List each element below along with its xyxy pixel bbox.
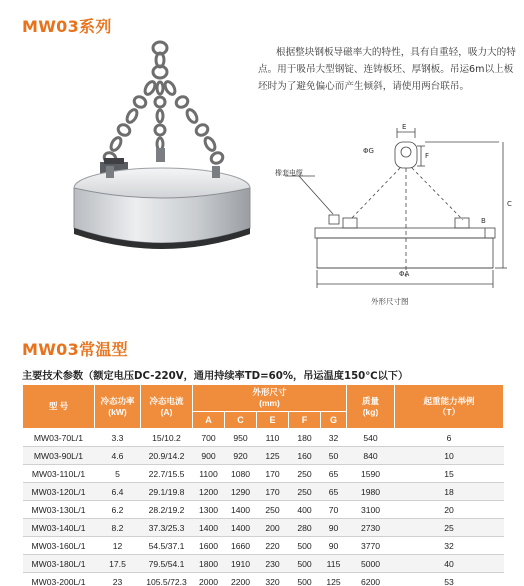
cell-power: 8.2 (95, 519, 141, 537)
table-row (23, 555, 504, 573)
cell-dim-a: 1600 (193, 537, 225, 555)
cell-dim-f: 500 (289, 537, 321, 555)
label-b: B (481, 217, 486, 225)
cell-lift: 40 (395, 555, 504, 573)
label-phi-g: ΦG (363, 147, 374, 155)
cell-current: 29.1/19.8 (141, 483, 193, 501)
spec-table-body (23, 429, 504, 586)
cell-dim-g: 125 (321, 573, 347, 586)
cell-dim-c: 2200 (225, 573, 257, 586)
col-model: 型 号 (23, 385, 95, 429)
cell-model: MW03-160L/1 (23, 537, 95, 555)
cell-dim-c: 1080 (225, 465, 257, 483)
cable-label: 橡套电缆 (275, 169, 303, 177)
cell-dim-f: 280 (289, 519, 321, 537)
series-heading: MW03系列 (22, 17, 112, 36)
cell-current: 105.5/72.3 (141, 573, 193, 586)
col-current-unit: (A) (160, 406, 173, 417)
cell-dim-f: 180 (289, 429, 321, 447)
room-temp-heading: MW03常温型 (22, 340, 128, 359)
cell-dim-a: 1400 (193, 519, 225, 537)
cell-dim-e: 220 (257, 537, 289, 555)
drawing-caption: 外形尺寸图 (371, 297, 409, 306)
col-dimensions (193, 385, 347, 412)
cell-model: MW03-70L/1 (23, 429, 95, 447)
cell-current: 79.5/54.1 (141, 555, 193, 573)
cell-dim-g: 70 (321, 501, 347, 519)
cell-power: 23 (95, 573, 141, 586)
cell-weight: 840 (347, 447, 395, 465)
col-dim-g: G (321, 412, 347, 429)
cell-dim-c: 920 (225, 447, 257, 465)
col-dimensions-label: 外形尺寸 (252, 387, 287, 397)
cell-dim-g: 65 (321, 465, 347, 483)
cell-dim-g: 65 (321, 483, 347, 501)
cell-power: 6.4 (95, 483, 141, 501)
cell-weight: 1980 (347, 483, 395, 501)
cell-current: 15/10.2 (141, 429, 193, 447)
cell-power: 5 (95, 465, 141, 483)
product-description: 根据整块钢板导磁率大的特性，具有自重轻，吸力大的特点。用于吸吊大型钢锭、连铸板坯、厚钢板。吊运6m以上板坯时为了避免偏心而产生倾斜，请使用两台联吊。 (258, 47, 516, 92)
col-weight (347, 385, 395, 429)
cell-weight: 3770 (347, 537, 395, 555)
table-row (23, 429, 504, 447)
cell-dim-e: 230 (257, 555, 289, 573)
spec-table (22, 384, 504, 586)
cell-weight: 1590 (347, 465, 395, 483)
cell-weight: 5000 (347, 555, 395, 573)
label-e: E (402, 123, 407, 131)
label-f: F (425, 152, 430, 160)
col-power-label: 冷态功率 (100, 395, 135, 406)
col-dim-f: F (289, 412, 321, 429)
cell-current: 37.3/25.3 (141, 519, 193, 537)
cell-power: 6.2 (95, 501, 141, 519)
cell-lift: 18 (395, 483, 504, 501)
cell-dim-c: 1660 (225, 537, 257, 555)
electromagnet-photo (60, 40, 265, 262)
col-dim-c: C (225, 412, 257, 429)
cell-dim-f: 250 (289, 465, 321, 483)
cell-lift: 15 (395, 465, 504, 483)
cell-dim-g: 32 (321, 429, 347, 447)
cell-weight: 540 (347, 429, 395, 447)
cell-dim-f: 250 (289, 483, 321, 501)
cell-dim-e: 170 (257, 483, 289, 501)
cell-dim-a: 1200 (193, 483, 225, 501)
cell-power: 12 (95, 537, 141, 555)
cell-power: 4.6 (95, 447, 141, 465)
cell-dim-g: 90 (321, 519, 347, 537)
table-row (23, 501, 504, 519)
cell-lift: 32 (395, 537, 504, 555)
dimension-drawing-svg (255, 120, 520, 310)
cell-model: MW03-90L/1 (23, 447, 95, 465)
cell-dim-g: 50 (321, 447, 347, 465)
cell-dim-c: 950 (225, 429, 257, 447)
col-dim-a: A (193, 412, 225, 429)
cell-current: 20.9/14.2 (141, 447, 193, 465)
cell-lift: 6 (395, 429, 504, 447)
cell-dim-f: 160 (289, 447, 321, 465)
col-dim-e: E (257, 412, 289, 429)
label-phi-a: ΦA (399, 270, 410, 278)
col-current (141, 385, 193, 429)
table-row (23, 537, 504, 555)
cell-dim-a: 1300 (193, 501, 225, 519)
cell-weight: 3100 (347, 501, 395, 519)
cell-current: 54.5/37.1 (141, 537, 193, 555)
cell-dim-e: 200 (257, 519, 289, 537)
cell-lift: 20 (395, 501, 504, 519)
cell-model: MW03-180L/1 (23, 555, 95, 573)
cell-dim-f: 400 (289, 501, 321, 519)
cell-dim-g: 115 (321, 555, 347, 573)
cell-current: 22.7/15.5 (141, 465, 193, 483)
table-row (23, 573, 504, 586)
cell-dim-e: 250 (257, 501, 289, 519)
cell-dim-e: 110 (257, 429, 289, 447)
col-lift (395, 385, 504, 429)
cell-model: MW03-110L/1 (23, 465, 95, 483)
col-weight-unit: (kg) (362, 406, 379, 417)
cell-weight: 6200 (347, 573, 395, 586)
cell-dim-f: 500 (289, 555, 321, 573)
col-power-unit: (kW) (108, 406, 127, 417)
cell-lift: 25 (395, 519, 504, 537)
cell-power: 17.5 (95, 555, 141, 573)
cell-dim-a: 900 (193, 447, 225, 465)
cell-model: MW03-200L/1 (23, 573, 95, 586)
cell-dim-e: 320 (257, 573, 289, 586)
col-dimensions-unit: (mm) (259, 398, 280, 408)
cell-dim-g: 90 (321, 537, 347, 555)
col-lift-unit: （T） (437, 406, 461, 417)
cell-dim-a: 700 (193, 429, 225, 447)
label-c: C (507, 200, 512, 208)
cell-dim-c: 1400 (225, 501, 257, 519)
table-row (23, 519, 504, 537)
cell-dim-c: 1400 (225, 519, 257, 537)
cell-dim-e: 125 (257, 447, 289, 465)
dimension-drawing (255, 120, 520, 310)
col-lift-label: 起重能力举例 (423, 395, 475, 406)
cell-dim-e: 170 (257, 465, 289, 483)
cell-power: 3.3 (95, 429, 141, 447)
col-power (95, 385, 141, 429)
cell-weight: 2730 (347, 519, 395, 537)
cell-dim-c: 1290 (225, 483, 257, 501)
table-row (23, 465, 504, 483)
cell-dim-f: 500 (289, 573, 321, 586)
spec-title: 主要技术参数（额定电压DC-220V，通用持续率TD=60%，吊运温度150℃以下） (22, 371, 409, 382)
cell-dim-a: 2000 (193, 573, 225, 586)
cell-lift: 53 (395, 573, 504, 586)
table-row (23, 447, 504, 465)
cell-lift: 10 (395, 447, 504, 465)
cell-model: MW03-120L/1 (23, 483, 95, 501)
col-current-label: 冷态电流 (149, 395, 184, 406)
cell-current: 28.2/19.2 (141, 501, 193, 519)
col-weight-label: 质量 (362, 395, 380, 406)
cell-model: MW03-130L/1 (23, 501, 95, 519)
cell-dim-c: 1910 (225, 555, 257, 573)
cell-model: MW03-140L/1 (23, 519, 95, 537)
cell-dim-a: 1100 (193, 465, 225, 483)
cell-dim-a: 1800 (193, 555, 225, 573)
table-row (23, 483, 504, 501)
